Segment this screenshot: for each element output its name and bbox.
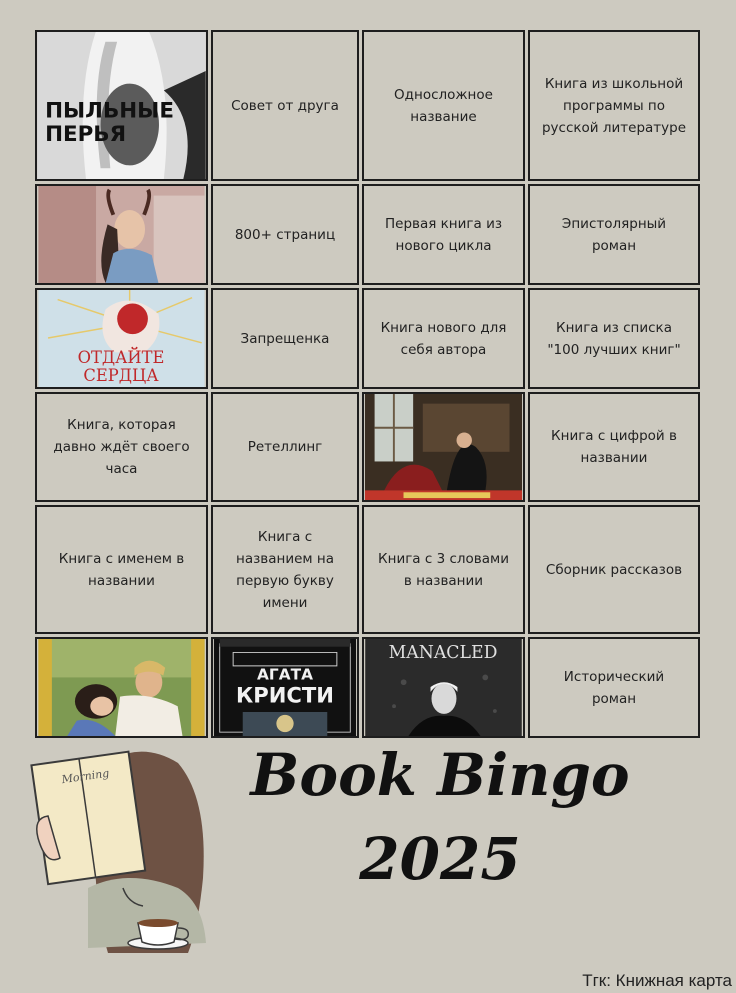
cell-label: Книга из школьной программы по русской литературе bbox=[541, 75, 687, 136]
bingo-cell-retelling[interactable] bbox=[211, 392, 359, 502]
girl-reading-illustration bbox=[28, 738, 218, 960]
cover-title-line1: АГАТА bbox=[257, 665, 313, 684]
cover-title-line2: КРИСТИ bbox=[236, 682, 334, 708]
bingo-cell-name-title[interactable] bbox=[35, 505, 208, 634]
cover-art bbox=[37, 186, 206, 283]
bingo-cell-one-word-title[interactable] bbox=[362, 30, 525, 181]
bingo-cell-waiting-book[interactable] bbox=[35, 392, 208, 502]
cell-label: Книга из списка "100 лучших книг" bbox=[547, 319, 681, 358]
cover-art bbox=[37, 639, 206, 736]
title-book-bingo: Book Bingo bbox=[250, 741, 630, 809]
book-cover-manacled[interactable] bbox=[362, 637, 525, 738]
cell-label: Эпистолярный роман bbox=[561, 215, 667, 254]
cell-label: Запрещенка bbox=[240, 330, 330, 347]
bingo-cell-800-pages[interactable] bbox=[211, 184, 359, 285]
book-cover-horned-girl[interactable] bbox=[35, 184, 208, 285]
cover-art bbox=[37, 290, 206, 387]
cell-label: Книга с названием на первую букву имени bbox=[236, 528, 334, 611]
cell-label: Книга, которая давно ждёт своего часа bbox=[53, 417, 190, 477]
cell-label: Книга с цифрой в названии bbox=[551, 428, 677, 466]
illustration-art bbox=[28, 738, 218, 960]
bingo-cell-three-words[interactable] bbox=[362, 505, 525, 634]
cell-label: Сборник рассказов bbox=[545, 561, 683, 578]
cell-label: Книга с 3 словами в названии bbox=[378, 550, 509, 589]
cover-title-line2: ПЕРЬЯ bbox=[45, 122, 127, 148]
book-text: Morning bbox=[60, 766, 111, 787]
cover-art bbox=[37, 32, 206, 179]
channel-credit: Тгк: Книжная карта bbox=[582, 971, 732, 990]
cell-label: Односложное название bbox=[394, 86, 493, 125]
cell-label: Книга нового для себя автора bbox=[380, 319, 507, 358]
cell-label: 800+ страниц bbox=[234, 226, 336, 243]
cell-label: Первая книга из нового цикла bbox=[384, 215, 503, 254]
bingo-cell-banned[interactable] bbox=[211, 288, 359, 389]
book-cover-agatha-christie[interactable] bbox=[211, 637, 359, 738]
title-year: 2025 bbox=[359, 825, 521, 893]
cover-art bbox=[213, 639, 357, 736]
book-cover-give-hearts[interactable] bbox=[35, 288, 208, 389]
bingo-cell-first-in-series[interactable] bbox=[362, 184, 525, 285]
book-cover-dusty-feathers[interactable] bbox=[35, 30, 208, 181]
cover-title-line2: СЕРДЦА bbox=[83, 366, 159, 386]
cover-title-line1: ПЫЛЬНЫЕ bbox=[45, 98, 175, 124]
bingo-cell-first-letter[interactable] bbox=[211, 505, 359, 634]
bingo-cell-short-stories[interactable] bbox=[528, 505, 700, 634]
bingo-cell-epistolary[interactable] bbox=[528, 184, 700, 285]
cell-label: Исторический роман bbox=[563, 668, 665, 707]
book-cover-painting[interactable] bbox=[362, 392, 525, 502]
cell-label: Книга с именем в названии bbox=[58, 550, 185, 589]
cover-title-line1: ОТДАЙТЕ bbox=[77, 347, 165, 367]
cover-title: MANACLED bbox=[388, 643, 498, 664]
bingo-cell-top-100[interactable] bbox=[528, 288, 700, 389]
bingo-cell-school-program[interactable] bbox=[528, 30, 700, 181]
cell-label: Совет от друга bbox=[231, 97, 339, 114]
cell-label: Ретеллинг bbox=[247, 439, 323, 455]
book-cover-romance[interactable] bbox=[35, 637, 208, 738]
bingo-cell-friend-advice[interactable] bbox=[211, 30, 359, 181]
bingo-cell-new-author[interactable] bbox=[362, 288, 525, 389]
cover-art bbox=[364, 394, 523, 500]
cover-art bbox=[364, 639, 523, 736]
bingo-cell-historical-novel[interactable] bbox=[528, 637, 700, 738]
bingo-cell-number-title[interactable] bbox=[528, 392, 700, 502]
